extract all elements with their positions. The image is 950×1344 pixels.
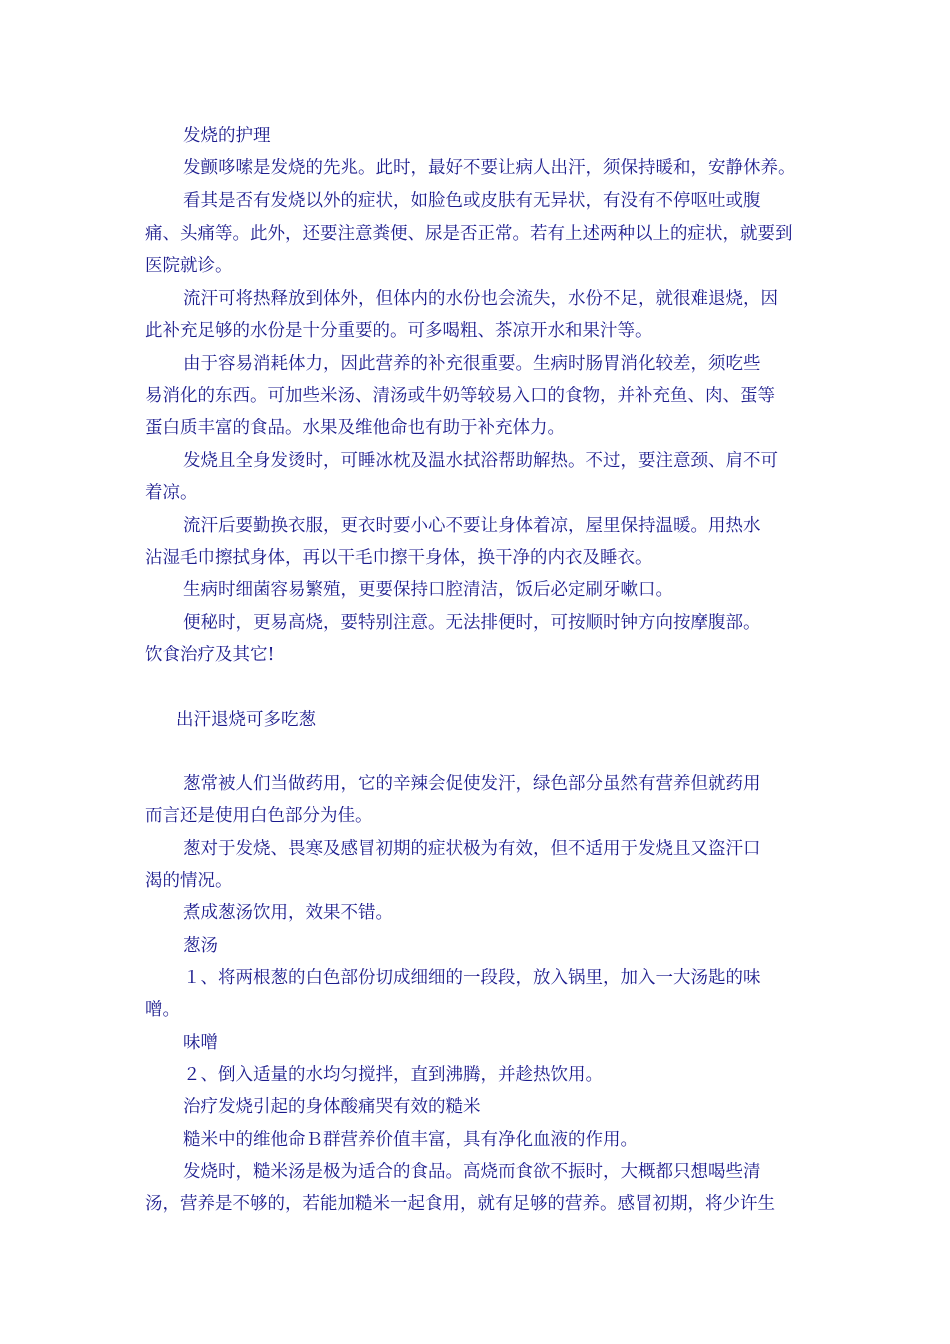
recipe-step-2: ２、倒入适量的水均匀搅拌，直到沸腾，并趁热饮用。 [183,1065,603,1085]
paragraph-line: 而言还是使用白色部分为佳。 [145,806,373,826]
paragraph-line: 着凉。 [145,483,198,503]
paragraph-line: 痛、头痛等。此外，还要注意粪便、尿是否正常。若有上述两种以上的症状，就要到 [145,224,793,244]
paragraph-line: 生病时细菌容易繁殖，更要保持口腔清洁，饭后必定刷牙嗽口。 [183,580,673,600]
paragraph-line: 味噌 [183,1033,218,1053]
paragraph-line: 看其是否有发烧以外的症状，如脸色或皮肤有无异状，有没有不停呕吐或腹 [183,191,761,211]
paragraph-line: 饮食治疗及其它! [145,645,275,665]
paragraph-line: 发烧且全身发烫时，可睡冰枕及温水拭浴帮助解热。不过，要注意颈、肩不可 [183,451,778,471]
paragraph-line: 蛋白质丰富的食品。水果及维他命也有助于补充体力。 [145,418,565,438]
paragraph-line: 煮成葱汤饮用，效果不错。 [183,903,393,923]
paragraph-line: 医院就诊。 [145,256,233,276]
paragraph-line: 葱对于发烧、畏寒及感冒初期的症状极为有效，但不适用于发烧且又盗汗口 [183,839,761,859]
section-heading-scallion: 出汗退烧可多吃葱 [176,710,316,730]
section-heading-brown-rice: 治疗发烧引起的身体酸痛哭有效的糙米 [183,1097,481,1117]
paragraph-line: 由于容易消耗体力，因此营养的补充很重要。生病时肠胃消化较差，须吃些 [183,354,761,374]
paragraph-line: 噌。 [145,1000,180,1020]
paragraph-line: 便秘时，更易高烧，要特别注意。无法排便时，可按顺时钟方向按摩腹部。 [183,613,761,633]
paragraph-line: 流汗后要勤换衣服，更衣时要小心不要让身体着凉，屋里保持温暖。用热水 [183,516,761,536]
paragraph-line: 此补充足够的水份是十分重要的。可多喝粗、茶凉开水和果汁等。 [145,321,653,341]
paragraph-line: 流汗可将热释放到体外，但体内的水份也会流失，水份不足，就很难退烧，因 [183,289,778,309]
paragraph-line: 糙米中的维他命Ｂ群营养价值丰富，具有净化血液的作用。 [183,1130,638,1150]
recipe-step-1: １、将两根葱的白色部份切成细细的一段段，放入锅里，加入一大汤匙的味 [183,968,761,988]
paragraph-line: 易消化的东西。可加些米汤、清汤或牛奶等较易入口的食物，并补充鱼、肉、蛋等 [145,386,775,406]
recipe-title-scallion-soup: 葱汤 [183,936,218,956]
paragraph-line: 葱常被人们当做药用，它的辛辣会促使发汗，绿色部分虽然有营养但就药用 [183,774,761,794]
paragraph-line: 沾湿毛巾擦拭身体，再以干毛巾擦干身体，换干净的内衣及睡衣。 [145,548,653,568]
section-heading-fever-care: 发烧的护理 [183,126,271,146]
paragraph-line: 发烧时，糙米汤是极为适合的食品。高烧而食欲不振时，大概都只想喝些清 [183,1162,761,1182]
paragraph-line: 渴的情况。 [145,871,233,891]
paragraph-line: 发颤哆嗦是发烧的先兆。此时，最好不要让病人出汗，须保持暖和，安静休养。 [183,158,796,178]
paragraph-line: 汤，营养是不够的，若能加糙米一起食用，就有足够的营养。感冒初期，将少许生 [145,1194,775,1214]
